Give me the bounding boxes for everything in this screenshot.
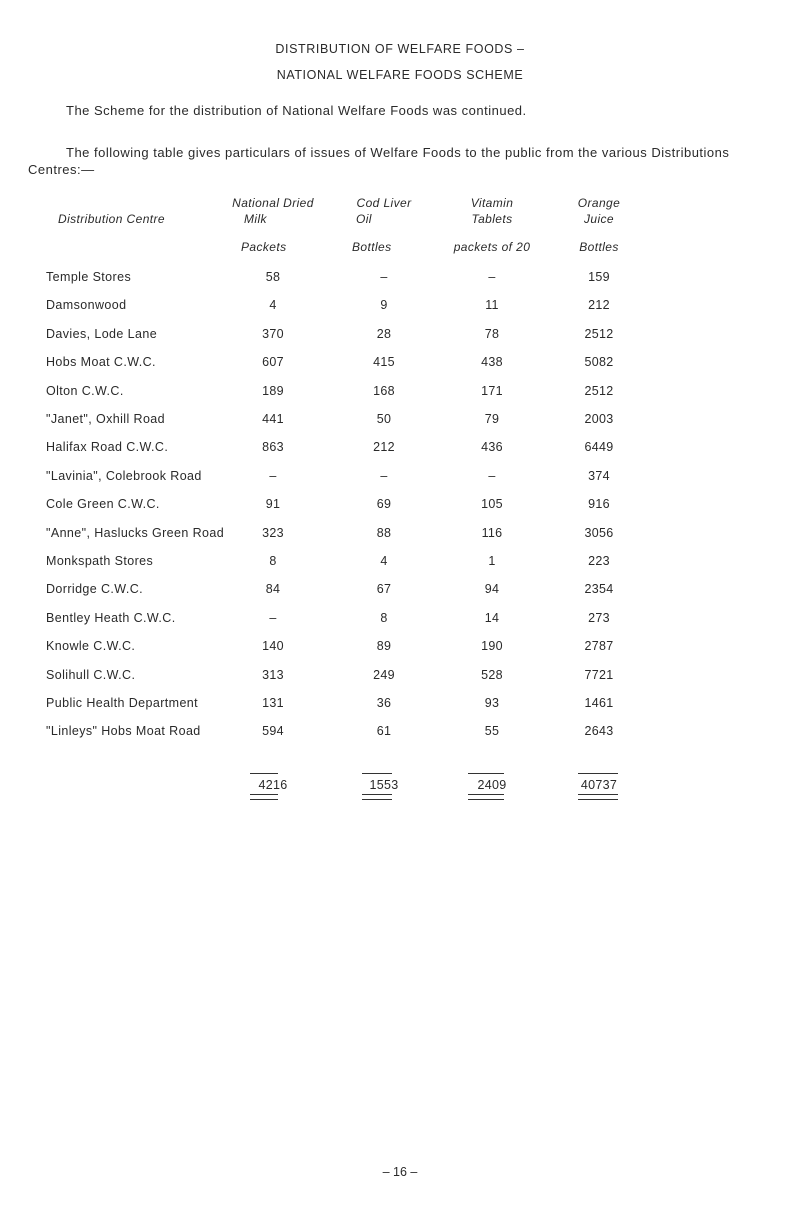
row-milk-value: 323 — [262, 526, 284, 540]
row-oj-value: 2512 — [584, 384, 614, 398]
row-cod-value: 168 — [373, 384, 395, 398]
header-cod-line3: Bottles — [352, 240, 392, 254]
row-vit-value: 436 — [481, 440, 503, 454]
row-vit-value: 171 — [481, 384, 503, 398]
row-vit-value: – — [488, 270, 496, 284]
row-cod-value: 69 — [376, 497, 392, 511]
row-vit-value: 79 — [484, 412, 500, 426]
row-cod-value: 36 — [376, 696, 392, 710]
header-milk-line1: National Dried — [232, 196, 314, 210]
row-vit-value: 1 — [488, 554, 496, 568]
row-cod-value: 61 — [376, 724, 392, 738]
row-oj-value: 374 — [588, 469, 610, 483]
table-intro-line2: Centres:— — [28, 162, 95, 177]
row-centre-name: Knowle C.W.C. — [46, 639, 136, 653]
row-vit-value: 93 — [484, 696, 500, 710]
row-milk-value: 91 — [265, 497, 281, 511]
row-oj-value: 916 — [588, 497, 610, 511]
row-centre-name: Hobs Moat C.W.C. — [46, 355, 156, 369]
row-cod-value: 4 — [380, 554, 388, 568]
row-milk-value: 84 — [265, 582, 281, 596]
row-cod-value: – — [380, 469, 388, 483]
row-centre-name: Olton C.W.C. — [46, 384, 124, 398]
milk-total-rule — [250, 773, 278, 774]
row-oj-value: 6449 — [584, 440, 614, 454]
row-vit-value: 14 — [484, 611, 500, 625]
row-milk-value: 131 — [262, 696, 284, 710]
header-oj-line1: Orange — [577, 196, 621, 210]
header-vit-line2: Tablets — [471, 212, 513, 226]
row-centre-name: Damsonwood — [46, 298, 127, 312]
row-vit-value: 94 — [484, 582, 500, 596]
page-number: – 16 – — [382, 1165, 418, 1179]
header-vit-line3: packets of 20 — [453, 240, 531, 254]
row-centre-name: Bentley Heath C.W.C. — [46, 611, 176, 625]
oj-total-double-rule — [578, 794, 618, 800]
row-milk-value: 8 — [269, 554, 277, 568]
document-title-line2: NATIONAL WELFARE FOODS SCHEME — [276, 68, 524, 82]
row-oj-value: 2512 — [584, 327, 614, 341]
row-cod-value: – — [380, 270, 388, 284]
total-oj: 40737 — [580, 778, 618, 792]
row-milk-value: – — [269, 611, 277, 625]
row-milk-value: 441 — [262, 412, 284, 426]
row-oj-value: 273 — [588, 611, 610, 625]
row-oj-value: 3056 — [584, 526, 614, 540]
row-centre-name: "Linleys" Hobs Moat Road — [46, 724, 201, 738]
header-oj-line3: Bottles — [579, 240, 619, 254]
total-cod: 1553 — [369, 778, 399, 792]
row-oj-value: 223 — [588, 554, 610, 568]
header-distribution-centre: Distribution Centre — [58, 212, 165, 226]
row-cod-value: 28 — [376, 327, 392, 341]
row-vit-value: 11 — [485, 298, 499, 312]
row-centre-name: Public Health Department — [46, 696, 199, 710]
vit-total-double-rule — [468, 794, 504, 800]
row-centre-name: Solihull C.W.C. — [46, 668, 136, 682]
header-cod-line1: Cod Liver — [356, 196, 412, 210]
milk-total-double-rule — [250, 794, 278, 800]
cod-total-rule — [362, 773, 392, 774]
vit-total-rule — [468, 773, 504, 774]
row-oj-value: 1461 — [584, 696, 614, 710]
row-oj-value: 7721 — [584, 668, 614, 682]
row-milk-value: 594 — [262, 724, 284, 738]
row-milk-value: 863 — [262, 440, 284, 454]
total-vit: 2409 — [477, 778, 507, 792]
row-vit-value: 438 — [481, 355, 503, 369]
row-oj-value: 159 — [588, 270, 610, 284]
row-oj-value: 5082 — [584, 355, 614, 369]
row-cod-value: 89 — [376, 639, 392, 653]
row-oj-value: 2354 — [584, 582, 614, 596]
row-vit-value: 528 — [481, 668, 503, 682]
row-centre-name: "Anne", Haslucks Green Road — [46, 526, 225, 540]
row-centre-name: Davies, Lode Lane — [46, 327, 158, 341]
row-cod-value: 9 — [380, 298, 388, 312]
row-milk-value: 4 — [269, 298, 277, 312]
row-centre-name: "Lavinia", Colebrook Road — [46, 469, 202, 483]
row-milk-value: 313 — [262, 668, 284, 682]
row-centre-name: Dorridge C.W.C. — [46, 582, 143, 596]
header-cod-line2: Oil — [356, 212, 372, 226]
row-centre-name: Temple Stores — [46, 270, 132, 284]
row-cod-value: 415 — [373, 355, 395, 369]
header-vit-line1: Vitamin — [470, 196, 514, 210]
row-milk-value: 189 — [262, 384, 284, 398]
row-oj-value: 2787 — [584, 639, 614, 653]
cod-total-double-rule — [362, 794, 392, 800]
row-vit-value: 105 — [481, 497, 503, 511]
header-oj-line2: Juice — [583, 212, 614, 226]
total-milk: 4216 — [258, 778, 288, 792]
row-vit-value: 78 — [484, 327, 500, 341]
row-oj-value: 212 — [588, 298, 610, 312]
row-vit-value: 116 — [481, 526, 503, 540]
row-vit-value: 55 — [484, 724, 500, 738]
row-milk-value: 140 — [262, 639, 284, 653]
row-cod-value: 212 — [373, 440, 395, 454]
intro-paragraph: The Scheme for the distribution of National Welfare Foods was continued. — [66, 103, 527, 118]
row-centre-name: Halifax Road C.W.C. — [46, 440, 169, 454]
row-milk-value: 370 — [262, 327, 284, 341]
header-milk-line2: Milk — [244, 212, 267, 226]
row-centre-name: Monkspath Stores — [46, 554, 154, 568]
row-milk-value: 58 — [265, 270, 281, 284]
row-vit-value: – — [488, 469, 496, 483]
row-milk-value: – — [269, 469, 277, 483]
row-oj-value: 2643 — [584, 724, 614, 738]
row-vit-value: 190 — [481, 639, 503, 653]
row-centre-name: "Janet", Oxhill Road — [46, 412, 166, 426]
header-milk-line3: Packets — [241, 240, 287, 254]
row-oj-value: 2003 — [584, 412, 614, 426]
row-cod-value: 67 — [376, 582, 392, 596]
table-intro-line1: The following table gives particulars of issues of Welfare Foods to the public from the various Distributions — [66, 145, 730, 160]
row-cod-value: 88 — [376, 526, 392, 540]
document-title-line1: DISTRIBUTION OF WELFARE FOODS – — [275, 42, 525, 56]
row-milk-value: 607 — [262, 355, 284, 369]
row-centre-name: Cole Green C.W.C. — [46, 497, 160, 511]
oj-total-rule — [578, 773, 618, 774]
row-cod-value: 50 — [376, 412, 392, 426]
row-cod-value: 249 — [373, 668, 395, 682]
row-cod-value: 8 — [380, 611, 388, 625]
